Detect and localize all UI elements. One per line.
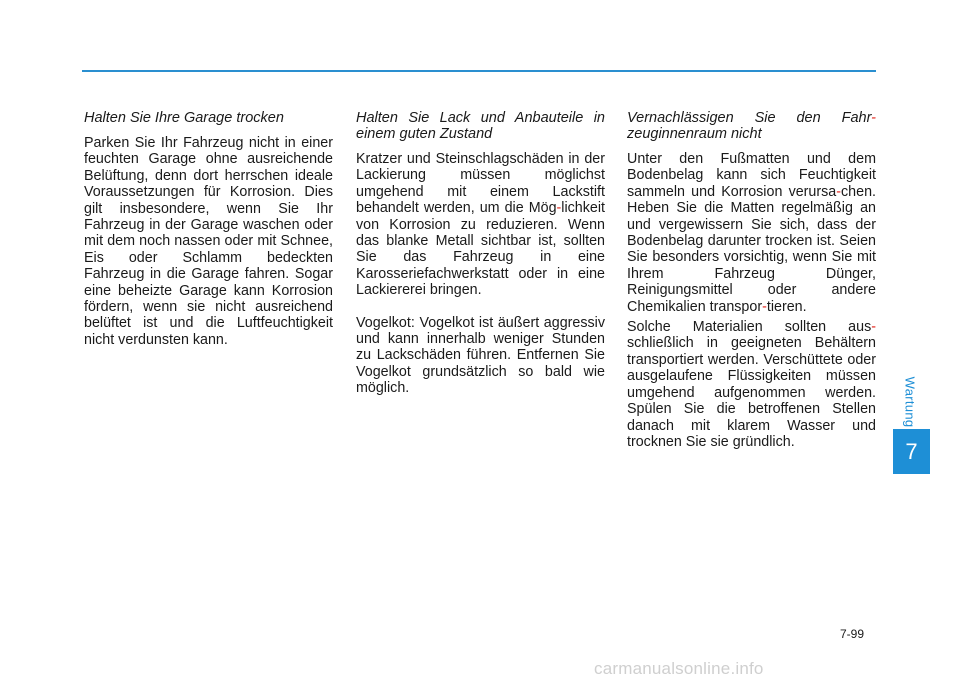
header-divider [82,70,876,72]
column-2 [356,110,605,413]
paragraph-paint [356,151,605,299]
chapter-side-label-text: Wartung [902,376,918,428]
column-1 [84,110,333,364]
paragraph-chemicals-part-1: Solche Materialien sollten aus [627,319,872,336]
paragraph-bird-droppings: Vogelkot: Vogelkot ist äußert aggressiv und kann innerhalb weniger Stunden zu Lackschäden führen. Entfernen Sie Vogelkot grundsätzlich so bald wie möglich. [356,314,605,397]
section-heading-garage: Halten Sie Ihre Garage trocken [84,110,284,126]
paragraph-interior-chemicals [627,319,876,450]
paragraph-interior-part-2: chen. Heben Sie die Matten regelmäßig an und vergewissern Sie sich, dass der Bodenbelag darunter trocken ist. Seien Sie besonders vorsichtig, wenn Sie mit Ihrem Fahrzeug Dünger, Reinigungsmittel oder andere Chemikalien transpor [627,183,876,315]
soft-hyphen: - [871,319,876,336]
soft-hyphen: - [871,110,876,126]
section-heading-interior-part-1: Vernachlässigen Sie den Fahr [627,110,872,126]
section-heading-interior [627,110,876,142]
paragraph-interior-part-3: tieren. [766,298,807,315]
chapter-tab [893,429,930,474]
soft-hyphen: - [762,298,767,315]
chapter-number: 7 [905,438,918,464]
soft-hyphen: - [836,183,842,200]
chapter-side-label [899,372,921,432]
paragraph-paint-part-1: Kratzer und Steinschlagschäden in der Lackierung müssen möglichst umgehend mit einem Lackstift behandelt werden, um die Mög [356,151,605,217]
page-number: 7-99 [840,627,865,641]
watermark: carmanualsonline.info [594,659,764,678]
paragraph-garage: Parken Sie Ihr Fahrzeug nicht in einer feuchten Garage ohne ausreichende Belüftung, denn dort herrschen ideale Voraussetzungen für Korrosion. Dies gilt insbesondere, wenn Sie Ihr Fahrzeug in der Garage waschen oder mit dem noch nassen oder mit Schnee, Eis oder Schlamm bedeckten Fahrzeug in die Garage fahren. Sogar eine beheizte Garage kann Korrosion fördern, wenn sie nicht ausreichend belüftet ist und die Luftfeuchtigkeit nicht verdunsten kann. [84,135,333,348]
paragraph-paint-part-2: lichkeit von Korrosion zu reduzieren. Wenn das blanke Metall sichtbar ist, sollten Sie das Fahrzeug in eine Karosseriefachwerkstatt oder in eine Lackiererei bringen. [356,200,605,299]
section-heading-interior-part-2: zeuginnenraum nicht [627,126,762,142]
column-3 [627,110,876,466]
paragraph-interior-moisture [627,151,876,315]
paragraph-interior-part-1: Unter den Fußmatten und dem Bodenbelag kann sich Feuchtigkeit sammeln und Korrosion verursa [627,151,876,200]
section-heading-paint: Halten Sie Lack und Anbauteile in einem guten Zustand [356,110,605,142]
paragraph-chemicals-part-2: schließlich in geeigneten Behältern transportiert werden. Verschüttete oder ausgelaufene Flüssigkeiten müssen umgehend aufgenommen werden. Spülen Sie die betroffenen Stellen danach mit klarem Wasser und trocknen Sie sie gründlich. [627,335,876,450]
soft-hyphen: - [556,200,562,217]
